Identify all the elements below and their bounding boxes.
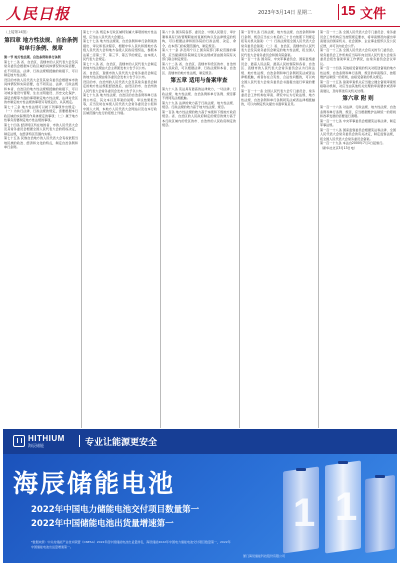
column-3	[162, 30, 236, 428]
hithium-logo	[13, 434, 73, 449]
column-rule	[318, 30, 319, 428]
article-paragraph: 第八十条 国务院各部、委员会、中国人民银行、审计署和具有行政管理职能的直属机构以及法律规定的机构，可以根据法律和国务院的行政法规、决定、命令，在本部门的权限范围内，制定规章。	[162, 30, 236, 48]
battery-label: 1	[335, 485, 358, 529]
ad-header-bar	[3, 429, 397, 454]
article-paragraph: 第一百一十五条 备案审查机关应当建立健全备案审查衔接联动机制，对应当由其他机关处理的审查要求或者审查建议，及时移送有关机关处理。	[320, 79, 396, 93]
brand-name: HITHIUM	[28, 434, 65, 443]
chapter-heading: 第六章 附 则	[342, 96, 374, 102]
column-4	[241, 30, 315, 428]
column-2	[83, 30, 157, 428]
column-5	[320, 30, 396, 428]
article-paragraph: 第一百一十二条 全国人民代表大会专门委员会、常务委员会工作机构应当按照规定要求，将审查情况向提出审查建议的国家机关、社会团体、企业事业组织以及公民反馈，并可以向社会公开。	[320, 30, 396, 48]
masthead-divider	[338, 4, 339, 20]
ad-slogan: 专业让能源更安全	[85, 438, 158, 448]
article-paragraph: 第七十九条 地方性法规、自治区的自治条例和单行条例公布后，其文本以及草案的说明、审议结果报告等，应当及时在本级人民代表大会常务委员会公报和中国人大网、本地方人民代表大会网站以及在本行政区域范围内发行的报纸上刊载。	[83, 93, 157, 115]
article-paragraph: （新华社北京3月13日电）	[320, 145, 357, 150]
newspaper-logo: 人民日报	[6, 5, 71, 23]
newspaper-masthead	[0, 0, 400, 27]
article-paragraph: 第七十二条 省、自治区、直辖市的人民代表大会及其常务委员会根据本行政区域的具体情况和实际需要，在不同宪法、法律、行政法规相抵触的前提下，可以制定地方性法规。	[4, 59, 78, 77]
article-paragraph: 第七十五条 民族自治地方的人民代表大会有权依照当地民族的政治、经济和文化的特点，制定自治条例和单行条例。	[4, 136, 78, 149]
column-rule	[160, 30, 161, 428]
article-paragraph: 第八十二条 省、自治区、直辖市和设区的市、自治州的人民政府，可以根据法律、行政法规和本省、自治区、直辖市的地方性法规，制定规章。	[162, 61, 236, 75]
article-paragraph: 第七十七条 地方性法规案、自治条例和单行条例案的提出、审议和表决程序，根据中华人民共和国地方各级人民代表大会和地方各级人民政府组织法，参照本法第二章第二节、第三节、第五节的规定，由本级人民代表大会规定。	[83, 39, 157, 61]
chapter-heading: 第四章 地方性法规、自治条例和单行条例、规章	[4, 38, 78, 52]
article-paragraph: 设区的市的人民代表大会及其常务委员会根据本市的具体情况和实际需要，在不同宪法、法律、行政法规和本省、自治区的地方性法规相抵触的前提下，可以对城乡建设与管理、生态文明建设、历史文化保护、基层治理等方面的事项制定地方性法规，法律对设区的市制定地方性法规的事项另有规定的，从其规定。	[4, 77, 78, 104]
column-rule	[239, 30, 240, 428]
ad-claim-1: 2022年中国电力储能电池交付项目数量第一	[31, 505, 200, 515]
ad-headline: 海辰储能电池	[13, 469, 176, 498]
ad-company-line: 厦门海辰储能科技股份有限公司	[243, 554, 286, 558]
battery-cell-image	[365, 475, 395, 553]
dateline: 2023年3月14日 星期二	[258, 10, 312, 16]
article-paragraph: 第九十八条 宪法具有最高的法律效力，一切法律、行政法规、地方性法规、自治条例和单行条例、规章都不得同宪法相抵触。	[162, 87, 236, 100]
article-paragraph: 第八十一条 涉及两个以上国务院部门职权范围的事项，应当提请国务院制定行政法规或者由国务院有关部门联合制定规章。	[162, 48, 236, 61]
article-paragraph: 第一百一十九条 本法自2000年7月1日起施行。	[320, 141, 386, 145]
article-paragraph: 第一百条 地方性法规的效力高于本级和下级地方政府规章。省、自治区的人民政府制定的规章的效力高于本行政区域内的设区的市、自治州的人民政府制定的规章。	[162, 109, 236, 127]
article-paragraph: 省、自治区、直辖市的人民代表大会常务委员会制定的地方性法规由常务委员会发布公告予以公布。	[83, 70, 157, 79]
article-body	[4, 30, 396, 428]
article-paragraph: 第七十四条 经济特区所在地的省、市的人民代表大会及其常务委员会根据全国人民代表大会的授权决定，制定法规，在经济特区范围内实施。	[4, 122, 78, 136]
article-paragraph: 第一百一十六条 对法律、行政法规、地方性法规、自治条例和单行条例、规章，应当根据维护法制统一的原则和改革发展的需要进行清理。	[320, 105, 396, 118]
chapter-heading: 第五章 适用与备案审查	[170, 78, 228, 84]
hithium-advertisement	[3, 429, 397, 563]
section-name: 文件	[360, 7, 387, 22]
ad-claim-2: 2022年中国储能电池出货量增速第一	[31, 519, 174, 529]
slogan-divider	[79, 435, 80, 447]
section-heading: 第一节 地方性法规、自治条例和单行条例	[4, 55, 61, 59]
article-paragraph: 第七十六条 规定本行政区域特别重大事项的地方性法规，应当由人民代表大会通过。	[83, 30, 157, 39]
ad-fine-print: *数据来源：中关村储能产业技术联盟（CNESA）2022年度中国储能电池出货量排名，海辰储能2022年中国电力储能电池交付项目数量第一，2022年中国储能电池出货量增速第一。	[31, 540, 231, 549]
brand-sub: 海辰储能	[28, 443, 44, 448]
hithium-mark-icon	[13, 435, 25, 447]
article-paragraph: 第一百一十四条 其他接受备案的机关对报送备案的地方性法规、自治条例和单行条例、规章的审查程序，按照维护法制统一的原则，由接受备案的机关规定。	[320, 66, 396, 79]
article-paragraph: 第一百一十条 国务院、中央军事委员会、国家监察委员会、最高人民法院、最高人民检察院和各省、自治区、直辖市的人民代表大会常务委员会认为行政法规、地方性法规、自治条例和单行条例同宪法或者法律相抵触，或者存在合宪性、合法性问题的，可以向全国人民代表大会常务委员会书面提出进行审查的要求。	[241, 57, 315, 88]
article-paragraph: 第一百一十七条 中央军事委员会根据宪法和法律，制定军事法规。	[320, 118, 396, 127]
article-paragraph: 第七十三条 地方性法规可以就下列事项作出规定：（一）为执行法律、行政法规的规定，需要根据本行政区域的实际情况作具体规定的事项；（二）属于地方性事务需要制定地方性法规的事项。	[4, 104, 78, 122]
column-1	[4, 30, 78, 428]
article-paragraph: 设区的市、自治州的人民代表大会及其常务委员会制定的地方性法规报经批准后，由设区的市、自治州的人民代表大会常务委员会发布公告予以公布。	[83, 79, 157, 93]
battery-terminal	[296, 468, 306, 471]
article-paragraph: 第一百零九条 行政法规、地方性法规、自治条例和单行条例、规章应当在公布后的三十日内依照下列规定报有关机关备案：（一）行政法规报全国人民代表大会常务委员会备案；（二）省、自治区、直辖市的人民代表大会及其常务委员会制定的地方性法规，报全国人民代表大会常务委员会和国务院备案。	[241, 30, 315, 57]
article-paragraph: 第一百一十八条 国家监察委员会根据宪法和法律、全国人民代表大会常务委员会的有关决定，制定监察法规，报全国人民代表大会常务委员会备案。	[320, 127, 396, 141]
battery-terminal	[375, 475, 385, 478]
continuation-note: （上接第14版）	[4, 30, 30, 34]
article-paragraph: 第一百一十三条 全国人民代表大会有关的专门委员会、常务委员会工作机构应当每年向全国人民代表大会常务委员会报告备案审查工作情况，由常务委员会会议审议。	[320, 48, 396, 66]
column-rule	[81, 30, 82, 428]
article-paragraph: 第七十八条 省、自治区、直辖市的人民代表大会制定的地方性法规由大会主席团发布公告予以公布。	[83, 61, 157, 70]
article-paragraph: 第一百一十一条 全国人民代表大会专门委员会、常务委员会工作机构在审查、研究中认为行政法规、地方性法规、自治条例和单行条例同宪法或者法律相抵触的，可以向制定机关提出书面审查意见。	[241, 88, 315, 106]
page-number: 15	[341, 3, 356, 18]
battery-terminal	[338, 461, 348, 464]
battery-label: 1	[293, 491, 316, 535]
article-paragraph: 第九十九条 法律的效力高于行政法规、地方性法规、规章。行政法规的效力高于地方性法规、规章。	[162, 100, 236, 109]
